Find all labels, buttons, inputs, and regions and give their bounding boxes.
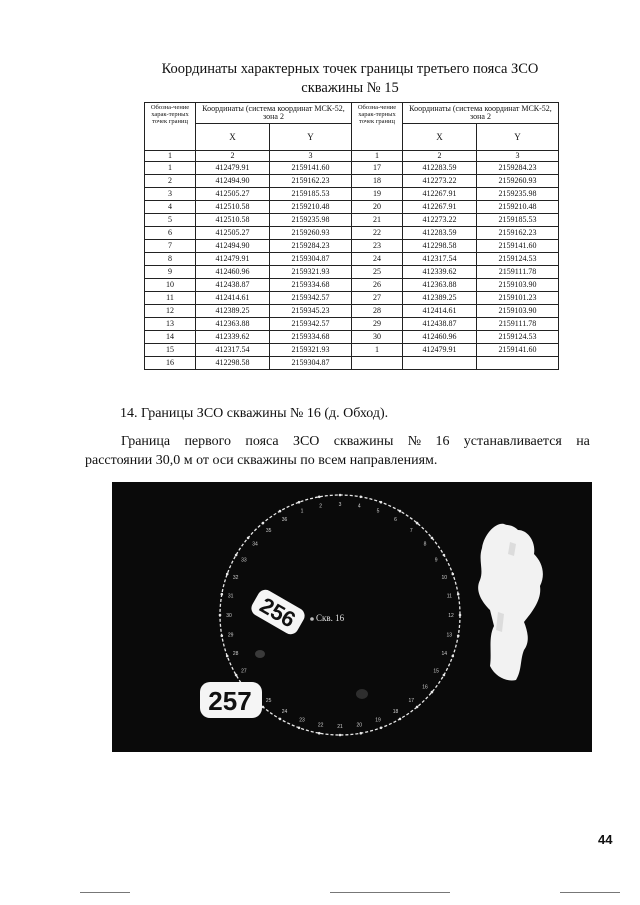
column-number: 3 bbox=[269, 151, 351, 162]
column-number: 3 bbox=[476, 151, 558, 162]
coord-y-cell: 2159103.90 bbox=[476, 279, 558, 292]
table-row bbox=[145, 266, 559, 279]
column-number: 1 bbox=[145, 151, 196, 162]
coord-x-cell: 412505.27 bbox=[196, 188, 270, 201]
boundary-point-marker bbox=[298, 727, 301, 730]
paragraph-word: № bbox=[407, 434, 422, 449]
table-row bbox=[145, 201, 559, 214]
boundary-point-marker bbox=[339, 734, 342, 737]
coord-y-cell: 2159235.98 bbox=[269, 214, 351, 227]
coord-y-cell: 2159342.57 bbox=[269, 318, 351, 331]
table-row bbox=[145, 188, 559, 201]
boundary-point-number: 19 bbox=[375, 717, 381, 724]
boundary-point-number: 30 bbox=[226, 613, 232, 619]
coord-x-cell: 412479.91 bbox=[196, 253, 270, 266]
ground-spot bbox=[255, 650, 265, 658]
header-point-id: Обозна-чение харак-терных точек границ bbox=[145, 103, 196, 151]
boundary-point-number: 29 bbox=[227, 632, 234, 639]
coord-y-cell: 2159334.68 bbox=[269, 279, 351, 292]
coord-y-cell: 2159111.78 bbox=[476, 266, 558, 279]
coord-x-cell: 412460.96 bbox=[196, 266, 270, 279]
boundary-point-number: 23 bbox=[299, 717, 305, 724]
point-id-cell: 21 bbox=[351, 214, 402, 227]
point-id-cell: 26 bbox=[351, 279, 402, 292]
boundary-point-number: 11 bbox=[446, 593, 452, 600]
coord-x-cell: 412494.90 bbox=[196, 240, 270, 253]
point-id-cell: 29 bbox=[351, 318, 402, 331]
point-id-cell: 23 bbox=[351, 240, 402, 253]
boundary-point-marker bbox=[399, 510, 402, 513]
column-number-row bbox=[145, 151, 559, 162]
footer-rule bbox=[560, 892, 620, 893]
coord-x-cell: 412510.58 bbox=[196, 214, 270, 227]
boundary-point-number: 17 bbox=[408, 698, 415, 704]
paragraph-word: первого bbox=[184, 434, 232, 449]
table-title bbox=[130, 60, 570, 98]
coord-x-cell: 412479.91 bbox=[196, 162, 270, 175]
coord-y-cell: 2159141.60 bbox=[269, 162, 351, 175]
boundary-point-number: 8 bbox=[423, 541, 427, 548]
boundary-point-number: 2 bbox=[319, 503, 323, 510]
boundary-point-number: 25 bbox=[265, 698, 272, 704]
point-id-cell: 25 bbox=[351, 266, 402, 279]
boundary-point-number: 15 bbox=[433, 668, 439, 675]
boundary-point-marker bbox=[360, 732, 363, 735]
coord-y-cell: 2159284.23 bbox=[269, 240, 351, 253]
point-id-cell: 10 bbox=[145, 279, 196, 292]
coord-y-cell: 2159304.87 bbox=[269, 253, 351, 266]
boundary-point-marker bbox=[221, 593, 224, 596]
coord-y-cell: 2159162.23 bbox=[269, 175, 351, 188]
point-id-cell: 14 bbox=[145, 331, 196, 344]
boundary-point-number: 27 bbox=[241, 668, 247, 675]
paragraph-word: ЗСО bbox=[292, 434, 320, 449]
coord-y-cell: 2159321.93 bbox=[269, 344, 351, 357]
table-body bbox=[145, 151, 559, 370]
boundary-point-marker bbox=[318, 732, 321, 735]
coord-x-cell: 412414.61 bbox=[196, 292, 270, 305]
paragraph-word: скважины bbox=[333, 434, 394, 449]
column-number: 2 bbox=[196, 151, 270, 162]
point-id-cell: 6 bbox=[145, 227, 196, 240]
boundary-point-marker bbox=[457, 593, 460, 596]
boundary-point-number: 20 bbox=[356, 722, 363, 729]
boundary-point-number: 6 bbox=[394, 516, 397, 523]
coord-y-cell: 2159124.53 bbox=[476, 331, 558, 344]
boundary-point-number: 35 bbox=[265, 528, 272, 534]
boundary-point-marker bbox=[360, 496, 363, 499]
boundary-point-marker bbox=[226, 655, 229, 658]
coord-x-cell: 412438.87 bbox=[402, 318, 476, 331]
point-id-cell: 13 bbox=[145, 318, 196, 331]
coord-x-cell: 412494.90 bbox=[196, 175, 270, 188]
coord-x-cell: 412317.54 bbox=[402, 253, 476, 266]
point-id-cell: 7 bbox=[145, 240, 196, 253]
point-label-257 bbox=[200, 682, 262, 718]
coord-y-cell: 2159141.60 bbox=[476, 344, 558, 357]
boundary-point-marker bbox=[380, 727, 383, 730]
table-row bbox=[145, 253, 559, 266]
boundary-point-number: 3 bbox=[338, 502, 342, 508]
footer-rule bbox=[330, 892, 450, 893]
boundary-point-marker bbox=[452, 655, 455, 658]
coord-x-cell: 412389.25 bbox=[196, 305, 270, 318]
boundary-point-marker bbox=[431, 691, 434, 694]
coord-y-cell: 2159235.98 bbox=[476, 188, 558, 201]
point-id-cell: 30 bbox=[351, 331, 402, 344]
boundary-point-number: 7 bbox=[409, 528, 413, 534]
coord-y-cell: 2159141.60 bbox=[476, 240, 558, 253]
paragraph-word: пояса bbox=[245, 434, 279, 449]
boundary-point-number: 14 bbox=[441, 651, 448, 657]
paragraph-word: 16 bbox=[435, 434, 450, 449]
well-marker bbox=[310, 617, 314, 621]
boundary-point-number: 36 bbox=[281, 516, 288, 523]
coord-x-cell: 412339.62 bbox=[402, 266, 476, 279]
coord-x-cell: 412273.22 bbox=[402, 175, 476, 188]
footer-rule bbox=[80, 892, 130, 893]
point-id-cell: 15 bbox=[145, 344, 196, 357]
coord-y-cell: 2159124.53 bbox=[476, 253, 558, 266]
point-id-cell: 17 bbox=[351, 162, 402, 175]
ground-spot bbox=[356, 689, 368, 699]
point-id-cell: 27 bbox=[351, 292, 402, 305]
coord-x-cell: 412283.59 bbox=[402, 162, 476, 175]
boundary-point-number: 18 bbox=[392, 709, 399, 716]
coord-y-cell: 2159304.87 bbox=[269, 357, 351, 370]
boundary-point-marker bbox=[399, 718, 402, 721]
coord-x-cell: 412317.54 bbox=[196, 344, 270, 357]
coord-y-cell: 2159101.23 bbox=[476, 292, 558, 305]
coord-x-cell: 412460.96 bbox=[402, 331, 476, 344]
coord-y-cell: 2159111.78 bbox=[476, 318, 558, 331]
coord-x-cell: 412505.27 bbox=[196, 227, 270, 240]
boundary-point-marker bbox=[247, 537, 250, 540]
table-row bbox=[145, 175, 559, 188]
table-row bbox=[145, 292, 559, 305]
point-id-cell: 28 bbox=[351, 305, 402, 318]
column-number: 1 bbox=[351, 151, 402, 162]
coord-y-cell: 2159210.48 bbox=[476, 201, 558, 214]
boundary-point-marker bbox=[221, 635, 224, 638]
boundary-point-number: 22 bbox=[317, 722, 324, 729]
coord-y-cell: 2159321.93 bbox=[269, 266, 351, 279]
coord-x-cell bbox=[402, 357, 476, 370]
table-row bbox=[145, 357, 559, 370]
point-id-cell: 9 bbox=[145, 266, 196, 279]
coord-y-cell: 2159342.57 bbox=[269, 292, 351, 305]
boundary-point-number: 4 bbox=[357, 503, 361, 510]
boundary-point-marker bbox=[431, 537, 434, 540]
table-row bbox=[145, 227, 559, 240]
point-id-cell: 2 bbox=[145, 175, 196, 188]
boundary-point-marker bbox=[298, 501, 301, 504]
header-y-2: Y bbox=[476, 124, 558, 151]
table-row bbox=[145, 318, 559, 331]
boundary-point-number: 31 bbox=[227, 593, 234, 600]
coord-x-cell: 412479.91 bbox=[402, 344, 476, 357]
label-257-text: 257 bbox=[208, 686, 252, 716]
boundary-point-marker bbox=[416, 522, 419, 525]
boundary-point-number: 21 bbox=[337, 724, 343, 730]
column-number: 2 bbox=[402, 151, 476, 162]
coord-y-cell: 2159334.68 bbox=[269, 331, 351, 344]
well-label: Скв. 16 bbox=[316, 613, 345, 623]
boundary-point-number: 33 bbox=[241, 557, 247, 564]
boundary-point-number: 10 bbox=[441, 575, 448, 581]
coordinates-table bbox=[144, 102, 559, 370]
boundary-point-marker bbox=[226, 573, 229, 576]
boundary-point-marker bbox=[219, 614, 222, 617]
section-heading: 14. Границы ЗСО скважины № 16 (д. Обход). bbox=[120, 406, 389, 421]
point-id-cell: 24 bbox=[351, 253, 402, 266]
header-x: X bbox=[196, 124, 270, 151]
boundary-point-number: 34 bbox=[252, 541, 258, 548]
paragraph-word: на bbox=[576, 434, 590, 449]
table-row bbox=[145, 331, 559, 344]
point-id-cell: 12 bbox=[145, 305, 196, 318]
header-coord-system: Координаты (система координат МСК-52, зона 2 bbox=[196, 103, 352, 124]
boundary-point-number: 5 bbox=[376, 508, 380, 515]
point-id-cell: 4 bbox=[145, 201, 196, 214]
coord-y-cell: 2159210.48 bbox=[269, 201, 351, 214]
boundary-point-marker bbox=[380, 501, 383, 504]
coord-y-cell: 2159103.90 bbox=[476, 305, 558, 318]
boundary-point-number: 24 bbox=[281, 709, 288, 716]
header-x-2: X bbox=[402, 124, 476, 151]
coord-y-cell: 2159185.53 bbox=[476, 214, 558, 227]
label-256-text: 256 bbox=[255, 592, 300, 633]
point-id-cell: 19 bbox=[351, 188, 402, 201]
zone-map-svg bbox=[112, 482, 592, 752]
header-coord-system-2: Координаты (система координат МСК-52, зона 2 bbox=[402, 103, 558, 124]
boundary-point-marker bbox=[262, 522, 265, 525]
coord-x-cell: 412363.88 bbox=[402, 279, 476, 292]
coord-x-cell: 412363.88 bbox=[196, 318, 270, 331]
boundary-point-marker bbox=[279, 510, 282, 513]
boundary-point-marker bbox=[459, 614, 462, 617]
boundary-point-number: 16 bbox=[422, 684, 428, 691]
point-id-cell: 18 bbox=[351, 175, 402, 188]
boundary-point-marker bbox=[457, 635, 460, 638]
table-row bbox=[145, 344, 559, 357]
table-row bbox=[145, 240, 559, 253]
coord-y-cell: 2159260.93 bbox=[269, 227, 351, 240]
coord-x-cell: 412389.25 bbox=[402, 292, 476, 305]
title-line-1: Координаты характерных точек границы третьего пояса ЗСО bbox=[161, 61, 539, 77]
coord-y-cell bbox=[476, 357, 558, 370]
coord-x-cell: 412267.91 bbox=[402, 201, 476, 214]
boundary-point-number: 28 bbox=[232, 651, 239, 657]
table-row bbox=[145, 305, 559, 318]
point-id-cell: 11 bbox=[145, 292, 196, 305]
coord-x-cell: 412339.62 bbox=[196, 331, 270, 344]
boundary-point-number: 13 bbox=[446, 632, 453, 639]
paragraph-word: Граница bbox=[121, 434, 171, 449]
boundary-point-marker bbox=[235, 554, 238, 557]
boundary-point-number: 12 bbox=[448, 613, 454, 619]
zone-map-image bbox=[112, 482, 592, 752]
paragraph-word: устанавливается bbox=[463, 434, 562, 449]
boundary-point-marker bbox=[443, 554, 446, 557]
header-y: Y bbox=[269, 124, 351, 151]
boundary-point-marker bbox=[452, 573, 455, 576]
coord-y-cell: 2159260.93 bbox=[476, 175, 558, 188]
table-row bbox=[145, 214, 559, 227]
boundary-point-marker bbox=[443, 674, 446, 677]
point-id-cell: 8 bbox=[145, 253, 196, 266]
point-id-cell: 22 bbox=[351, 227, 402, 240]
boundary-point-number: 32 bbox=[232, 575, 239, 581]
title-line-2: скважины № 15 bbox=[301, 80, 399, 96]
coord-x-cell: 412438.87 bbox=[196, 279, 270, 292]
table-row bbox=[145, 279, 559, 292]
coord-y-cell: 2159284.23 bbox=[476, 162, 558, 175]
boundary-point-marker bbox=[339, 494, 342, 497]
coord-y-cell: 2159162.23 bbox=[476, 227, 558, 240]
point-id-cell: 5 bbox=[145, 214, 196, 227]
coord-x-cell: 412283.59 bbox=[402, 227, 476, 240]
point-id-cell: 3 bbox=[145, 188, 196, 201]
coord-x-cell: 412510.58 bbox=[196, 201, 270, 214]
boundary-point-number: 1 bbox=[300, 508, 304, 515]
table-row bbox=[145, 162, 559, 175]
boundary-point-marker bbox=[235, 674, 238, 677]
coord-x-cell: 412298.58 bbox=[196, 357, 270, 370]
coord-x-cell: 412414.61 bbox=[402, 305, 476, 318]
point-id-cell bbox=[351, 357, 402, 370]
paragraph-line-1 bbox=[85, 432, 590, 451]
coord-y-cell: 2159185.53 bbox=[269, 188, 351, 201]
boundary-point-marker bbox=[416, 706, 419, 709]
point-id-cell: 1 bbox=[351, 344, 402, 357]
coord-x-cell: 412298.58 bbox=[402, 240, 476, 253]
coord-y-cell: 2159345.23 bbox=[269, 305, 351, 318]
coord-x-cell: 412273.22 bbox=[402, 214, 476, 227]
paragraph-line-2: расстоянии 30,0 м от оси скважины по всем направлениям. bbox=[85, 453, 438, 468]
paragraph bbox=[85, 432, 590, 470]
boundary-point-marker bbox=[279, 718, 282, 721]
point-id-cell: 1 bbox=[145, 162, 196, 175]
header-point-id-2: Обозна-чение харак-терных точек границ bbox=[351, 103, 402, 151]
coord-x-cell: 412267.91 bbox=[402, 188, 476, 201]
page-number: 44 bbox=[598, 832, 613, 847]
boundary-point-marker bbox=[318, 496, 321, 499]
point-id-cell: 16 bbox=[145, 357, 196, 370]
boundary-point-number: 9 bbox=[434, 557, 438, 564]
point-id-cell: 20 bbox=[351, 201, 402, 214]
